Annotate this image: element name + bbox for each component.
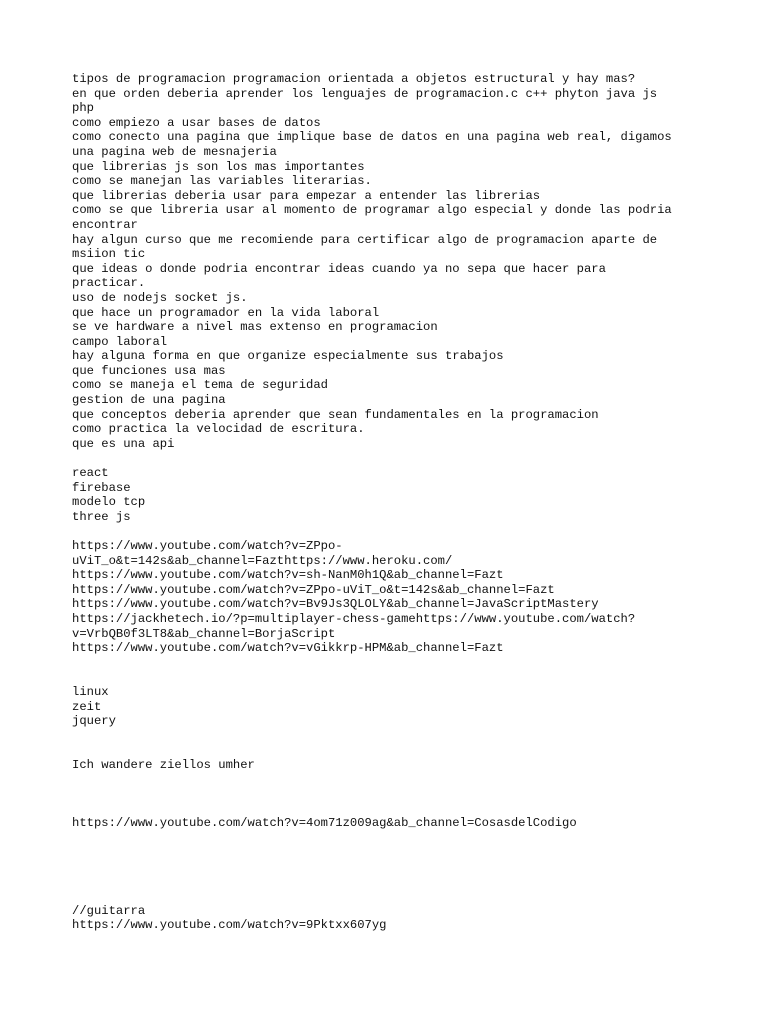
text-line: php bbox=[72, 101, 94, 116]
url-line: https://www.youtube.com/watch?v=ZPpo-uViT_o&t=142s&ab_channel=Fazt bbox=[72, 582, 555, 597]
text-line: como se manejan las variables literarias. bbox=[72, 174, 372, 189]
blank-line bbox=[72, 889, 696, 904]
blank-line bbox=[72, 451, 696, 466]
blank-line bbox=[72, 524, 696, 539]
text-line: como se que libreria usar al momento de programar algo especial y donde las podria bbox=[72, 203, 672, 218]
blank-line bbox=[72, 802, 696, 817]
text-line: una pagina web de mesnajeria bbox=[72, 144, 277, 159]
blank-line bbox=[72, 773, 696, 788]
url-line: uViT_o&t=142s&ab_channel=Fazthttps://www.heroku.com/ bbox=[72, 553, 453, 568]
url-line: https://www.youtube.com/watch?v=ZPpo- bbox=[72, 539, 343, 553]
text-line: que es una api bbox=[72, 436, 175, 451]
text-line: linux bbox=[72, 684, 109, 699]
text-line: encontrar bbox=[72, 217, 138, 232]
text-line: se ve hardware a nivel mas extenso en programacion bbox=[72, 320, 438, 335]
text-line: three js bbox=[72, 509, 131, 524]
blank-line bbox=[72, 670, 696, 685]
text-line: jquery bbox=[72, 714, 116, 729]
text-line: como practica la velocidad de escritura. bbox=[72, 422, 365, 437]
url-line: v=VrbQB0f3LT8&ab_channel=BorjaScript bbox=[72, 626, 336, 641]
text-line: zeit bbox=[72, 699, 102, 714]
text-line: campo laboral bbox=[72, 334, 168, 349]
text-line: uso de nodejs socket js. bbox=[72, 290, 248, 305]
blank-line bbox=[72, 656, 696, 671]
blank-line bbox=[72, 845, 696, 860]
text-line: como empiezo a usar bases de datos bbox=[72, 115, 321, 130]
text-line: msiion tic bbox=[72, 247, 146, 262]
text-line: que librerias js son los mas importantes bbox=[72, 159, 365, 174]
blank-line bbox=[72, 729, 696, 744]
text-line: react bbox=[72, 466, 109, 481]
text-line: como conecto una pagina que implique base de datos en una pagina web real, digamos bbox=[72, 130, 672, 145]
text-line: tipos de programacion programacion orientada a objetos estructural y hay mas? bbox=[72, 72, 636, 86]
text-line: firebase bbox=[72, 480, 131, 495]
url-line: https://www.youtube.com/watch?v=vGikkrp-HPM&ab_channel=Fazt bbox=[72, 641, 504, 656]
url-line: https://www.youtube.com/watch?v=Bv9Js3QLOLY&ab_channel=JavaScriptMastery bbox=[72, 597, 599, 612]
text-line: que librerias deberia usar para empezar a entender las librerias bbox=[72, 188, 541, 203]
text-line: que conceptos deberia aprender que sean fundamentales en la programacion bbox=[72, 407, 599, 422]
url-line: https://www.youtube.com/watch?v=9Pktxx607yg bbox=[72, 918, 387, 933]
text-line: que funciones usa mas bbox=[72, 363, 226, 378]
text-line: hay alguna forma en que organize especialmente sus trabajos bbox=[72, 349, 504, 364]
text-line: modelo tcp bbox=[72, 495, 146, 510]
text-line: Ich wandere ziellos umher bbox=[72, 757, 255, 772]
text-line: como se maneja el tema de seguridad bbox=[72, 378, 328, 393]
url-line: https://www.youtube.com/watch?v=sh-NanM0h1Q&ab_channel=Fazt bbox=[72, 568, 504, 583]
blank-line bbox=[72, 787, 696, 802]
document-body bbox=[72, 72, 696, 933]
text-line: //guitarra bbox=[72, 903, 146, 918]
text-line: practicar. bbox=[72, 276, 146, 291]
text-line: que ideas o donde podria encontrar ideas cuando ya no sepa que hacer para bbox=[72, 261, 606, 276]
blank-line bbox=[72, 831, 696, 846]
text-line: gestion de una pagina bbox=[72, 393, 226, 408]
blank-line bbox=[72, 875, 696, 890]
blank-line bbox=[72, 860, 696, 875]
text-line: que hace un programador en la vida laboral bbox=[72, 305, 380, 320]
text-line: hay algun curso que me recomiende para certificar algo de programacion aparte de bbox=[72, 232, 658, 247]
blank-line bbox=[72, 743, 696, 758]
url-line: https://jackhetech.io/?p=multiplayer-chess-gamehttps://www.youtube.com/watch? bbox=[72, 611, 636, 626]
text-line: en que orden deberia aprender los lenguajes de programacion.c c++ phyton java js bbox=[72, 86, 658, 101]
url-line: https://www.youtube.com/watch?v=4om71z009ag&ab_channel=CosasdelCodigo bbox=[72, 816, 577, 831]
